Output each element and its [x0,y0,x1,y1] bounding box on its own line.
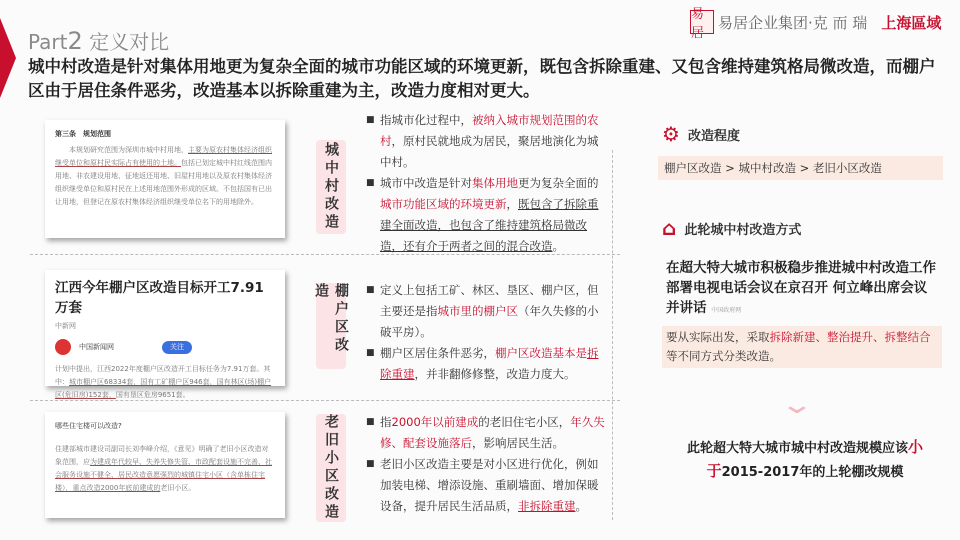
intro-summary: 城中村改造是针对集体用地更为复杂全面的城市功能区域的环境更新，既包含拆除重建、又包含维持建筑格局微改造，而棚户区由于居住条件恶劣，改造基本以拆除重建为主，改造力度相对更大。 [28,57,936,100]
doc-card-urban-village: 第三条 规划范围 本规划研究范围为深圳市城中村用地，主要为原农村集体经济组织继受单位和原村民实际占有使用的土地。包括已划定城中村红线范围内用地、非农建设用地、征地返还用地、旧屋村用地以及原农村集体经济组织继受单位和原村民在上述用地范围外形成的区域。不包括国有已出让用地，但登记在原农村集体经济组织继受单位名下的用地除外。 [45,120,285,238]
bracket-divider [612,150,626,520]
conclusion-text: 此轮超大特大城市城中村改造规模应该小于2015-2017年的上轮棚改规模 [686,438,924,480]
follow-button[interactable]: 关注 [162,341,192,354]
doc-card-old-community: 哪些住宅楼可以改造? 住建部城市建设司副司长刘李峰介绍，《意见》明确了老旧小区改造对象范围，应为建成年代较早、失养失修失管、市政配套设施不完善、社会服务设施不健全、居民改造意愿强烈的城镇住宅小区（含单栋住宅楼），重点改造2000年底前建成的老旧小区。 [45,412,285,518]
bullets-shantytown: ■ 定义上包括工矿、林区、垦区、棚户区，但主要还是指城市里的棚户区（年久失修的小破平房）。 ■ 棚户区居住条件恶劣，棚户区改造基本是拆除重建，并非翻修修整，改造力度大。 [366,280,606,385]
label-old-community: 老旧小区改造 [316,414,346,522]
method-heading: ⌂ 此轮城中村改造方式 [662,216,802,240]
news-headline: 在超大特大城市积极稳步推进城中村改造工作部署电视电话会议在京召开 何立峰出席会议并讲话 中国政府网 [666,260,936,316]
bullets-old-community: ■ 指2000年以前建成的老旧住宅小区，年久失修、配套设施落后，影响居民生活。 ■ 老旧小区改造主要是对小区进行优化，例如加装电梯、增添设施、重刷墙面、增加保暖设备，提升居民生活品质，非拆除重建。 [366,412,606,517]
page-title: Part2 定义对比 [28,27,170,55]
label-shantytown: 棚户区改造 [316,283,346,369]
user-gear-icon: ⚙ [662,122,680,146]
publisher-avatar [55,339,71,355]
doc-card-shantytown: 江西今年棚户区改造目标开工7.91万套 中新网 中国新闻网 关注 计划中提出，江西2022年度棚户区改造开工目标任务为7.91万套。其中：城市棚户区68334套，国有工矿棚户区946套，国有林区(场)棚户区(危旧房)152套，国有垦区危房9651套。 [45,270,285,386]
company-logo: 易居 易居企业集团·克 而 瑞 上海區域 [691,7,942,41]
label-urban-village: 城中村改造 [316,140,346,234]
bullets-urban-village: ■ 指城市化过程中，被纳入城市规划范围的农村，原村民就地成为居民，聚居地演化为城中村。 ■ 城市中改造是针对集体用地更为复杂全面的城市功能区域的环境更新，既包含了拆除重建全面改造，也包含了维持建筑格局微改造，还有介于两者之间的混合改造。 [366,110,606,257]
degree-heading: ⚙ 改造程度 [662,122,740,146]
divider [30,400,620,401]
house-plan-icon: ⌂ [662,216,677,240]
degree-order: 棚户区改造 > 城中村改造 > 老旧小区改造 [658,156,943,180]
chevron-down-icon: ⌄ [779,390,815,420]
logo-seal-icon: 易居 [690,10,714,34]
method-description: 要从实际出发，采取拆除新建、整治提升、拆整结合等不同方式分类改造。 [662,326,942,368]
red-corner-decoration [0,18,16,98]
